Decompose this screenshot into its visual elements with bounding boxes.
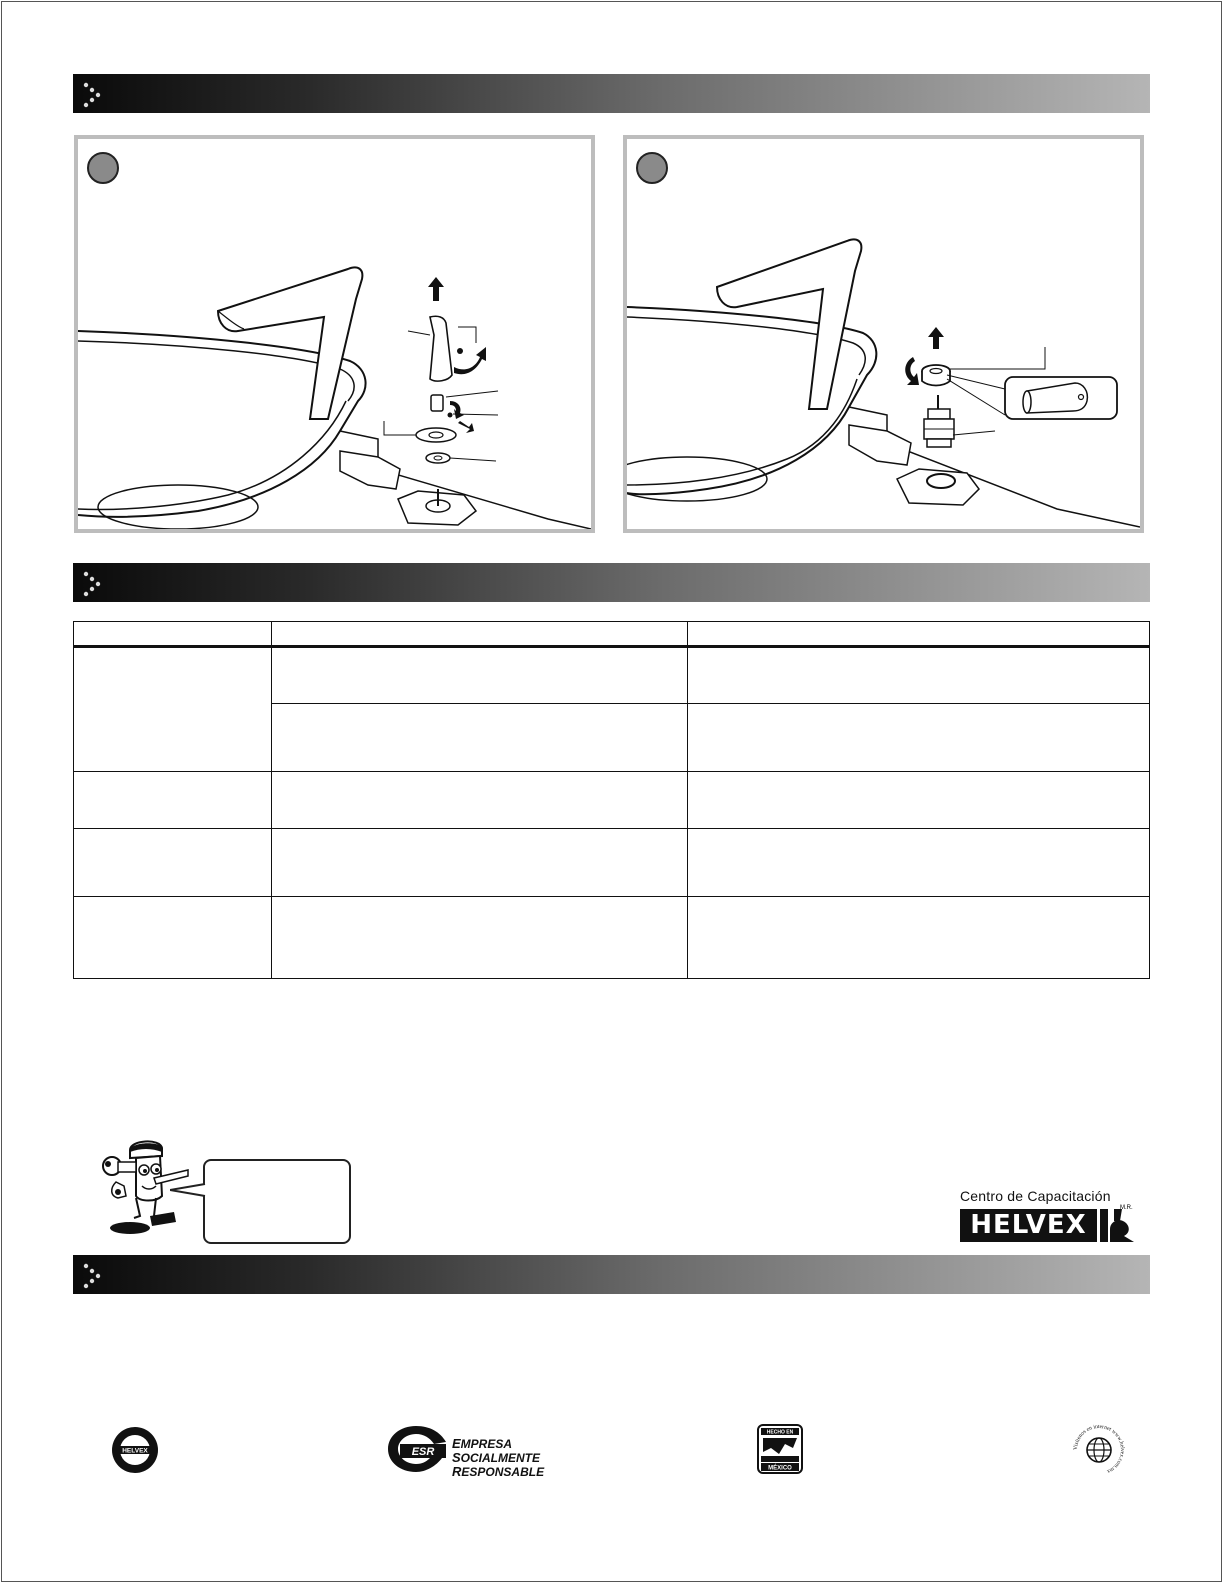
seal-text: HELVEX (122, 1447, 148, 1455)
helvex-logo: HELVEX (960, 1209, 1097, 1242)
troubleshooting-table (73, 621, 1150, 979)
esr-text-block (452, 1437, 544, 1479)
table-cell (74, 772, 272, 829)
table-cell (74, 897, 272, 979)
header-cell-solution (688, 622, 1150, 647)
table-cell (272, 704, 688, 772)
bullet-dots-icon (79, 568, 109, 598)
speech-bubble-tail (170, 1180, 206, 1200)
esr-abbr: ESR (411, 1446, 435, 1458)
hecho-en-text: HECHO EN (766, 1429, 794, 1436)
table-cell (688, 829, 1150, 897)
table-row (74, 772, 1150, 829)
step-number-circle-2 (636, 152, 668, 184)
table-cell (688, 647, 1150, 704)
globe-icon (1071, 1422, 1127, 1478)
helvex-caption: Centro de Capacitación (960, 1188, 1111, 1204)
step-number-circle-1 (87, 152, 119, 184)
table-header-row (74, 622, 1150, 647)
table-cell (74, 829, 272, 897)
esr-line1-rest: MPRESA (460, 1437, 513, 1451)
registered-mark: M.R. (1120, 1205, 1133, 1211)
section-header-band-2 (73, 563, 1150, 602)
step-1-illustration-panel (74, 135, 595, 533)
mexico-text: MÉXICO (768, 1465, 792, 1472)
cartridge-replacement-illustration (627, 139, 1140, 529)
table-cell (272, 647, 688, 704)
step-2-illustration-panel (623, 135, 1144, 533)
bullet-dots-icon (79, 1260, 109, 1290)
svg-text:Visítenos en internet www.helv (1073, 1424, 1125, 1474)
header-cell-cause (272, 622, 688, 647)
esr-line1-initial: E (452, 1436, 461, 1451)
table-cell (272, 829, 688, 897)
table-row (74, 829, 1150, 897)
esr-line3-initial: R (452, 1464, 462, 1479)
table-row (74, 647, 1150, 704)
table-cell (688, 704, 1150, 772)
speech-bubble (203, 1159, 351, 1244)
table-cell (74, 647, 272, 772)
esr-line2-rest: OCIALMENTE (460, 1451, 541, 1465)
hecho-en-mexico-logo (757, 1424, 803, 1474)
table-cell (272, 897, 688, 979)
esr-line3-rest: ESPONSABLE (461, 1465, 545, 1479)
table-cell (688, 772, 1150, 829)
helvex-seal-icon (110, 1425, 160, 1475)
esr-logo-icon (386, 1424, 450, 1474)
bullet-dots-icon (79, 79, 109, 109)
table-cell (272, 772, 688, 829)
web-visit-text: Visítenos en internet www.helvex.com.mx (1072, 1423, 1126, 1475)
faucet-disassembly-illustration (78, 139, 591, 529)
esr-line2-initial: S (452, 1450, 461, 1465)
helvex-emblem-icon (1100, 1203, 1142, 1245)
table-row (74, 897, 1150, 979)
section-header-band-1 (73, 74, 1150, 113)
table-cell (688, 897, 1150, 979)
section-header-band-3 (73, 1255, 1150, 1294)
header-cell-problem (74, 622, 272, 647)
